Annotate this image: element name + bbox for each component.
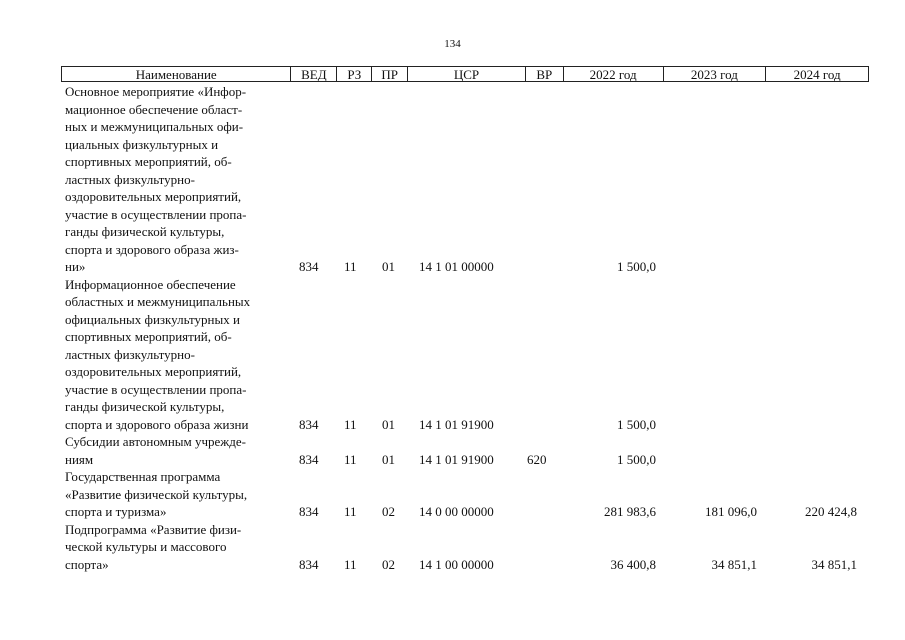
- row-csr: 14 1 01 00000: [419, 259, 494, 274]
- row-2023: 181 096,0: [705, 504, 757, 519]
- row-ved: 834: [299, 556, 319, 572]
- header-ved: ВЕД: [291, 67, 337, 81]
- row-pr: 01: [382, 451, 395, 467]
- row-2022: 1 500,0: [617, 451, 656, 467]
- row-2024: 34 851,1: [811, 556, 857, 572]
- row-vr: 620: [527, 451, 547, 467]
- row-rz: 11: [344, 504, 357, 519]
- row-csr: 14 1 01 91900: [419, 451, 494, 467]
- row-name: Подпрограмма «Развитие физи- ческой культуры и массового спорта»: [65, 521, 242, 572]
- row-ved: 834: [299, 451, 319, 467]
- row-rz: 11: [344, 451, 357, 467]
- row-2022: 281 983,6: [604, 504, 656, 519]
- row-2023: 34 851,1: [711, 556, 757, 572]
- row-rz: 11: [344, 556, 357, 572]
- table-row: [61, 521, 869, 574]
- table-row: [61, 468, 869, 521]
- row-name: Информационное обеспечение областных и межмуниципальных официальных физкультурных и спортивных мероприятий, об- ластных физкультурно- оздоровительных мероприятий, участие в осуществлении пропа- ганды физической культуры, спорта и здорового образа жизни: [65, 276, 251, 432]
- row-csr: 14 0 00 00000: [419, 504, 494, 519]
- row-csr: 14 1 00 00000: [419, 556, 494, 572]
- row-name: Субсидии автономным учрежде- ниям: [65, 434, 246, 467]
- row-2024: 220 424,8: [805, 504, 857, 519]
- row-csr: 14 1 01 91900: [419, 416, 494, 432]
- header-pr: ПР: [372, 67, 408, 81]
- row-2022: 1 500,0: [617, 259, 656, 274]
- row-pr: 01: [382, 416, 395, 432]
- page-number: 134: [444, 38, 461, 50]
- table-body: [61, 83, 869, 573]
- row-name: Основное мероприятие «Инфор- мационное обеспечение област- ных и межмуниципальных офи- циальных физкультурных и спортивных мероприятий, об- ластных физкультурно- оздоровительных мероприятий, участие в осуществлении пропа- ганды физической культуры, спорта и здорового образа жиз- ни»: [65, 84, 247, 274]
- row-pr: 02: [382, 504, 395, 519]
- row-pr: 01: [382, 259, 395, 274]
- table-row: [61, 83, 869, 276]
- header-rz: РЗ: [337, 67, 372, 81]
- row-ved: 834: [299, 259, 319, 274]
- header-2022: 2022 год: [564, 67, 664, 81]
- row-pr: 02: [382, 556, 395, 572]
- header-vr: ВР: [526, 67, 564, 81]
- table-header: [61, 66, 869, 82]
- header-2023: 2023 год: [664, 67, 767, 81]
- row-name: Государственная программа «Развитие физической культуры, спорта и туризма»: [65, 469, 248, 519]
- row-ved: 834: [299, 504, 319, 519]
- row-2022: 36 400,8: [610, 556, 656, 572]
- table-row: [61, 276, 869, 434]
- row-rz: 11: [344, 416, 357, 432]
- row-ved: 834: [299, 416, 319, 432]
- row-rz: 11: [344, 259, 357, 274]
- row-2022: 1 500,0: [617, 416, 656, 432]
- table-row: [61, 433, 869, 468]
- header-csr: ЦСР: [408, 67, 526, 81]
- header-2024: 2024 год: [793, 67, 841, 81]
- header-name: Наименование: [62, 67, 291, 81]
